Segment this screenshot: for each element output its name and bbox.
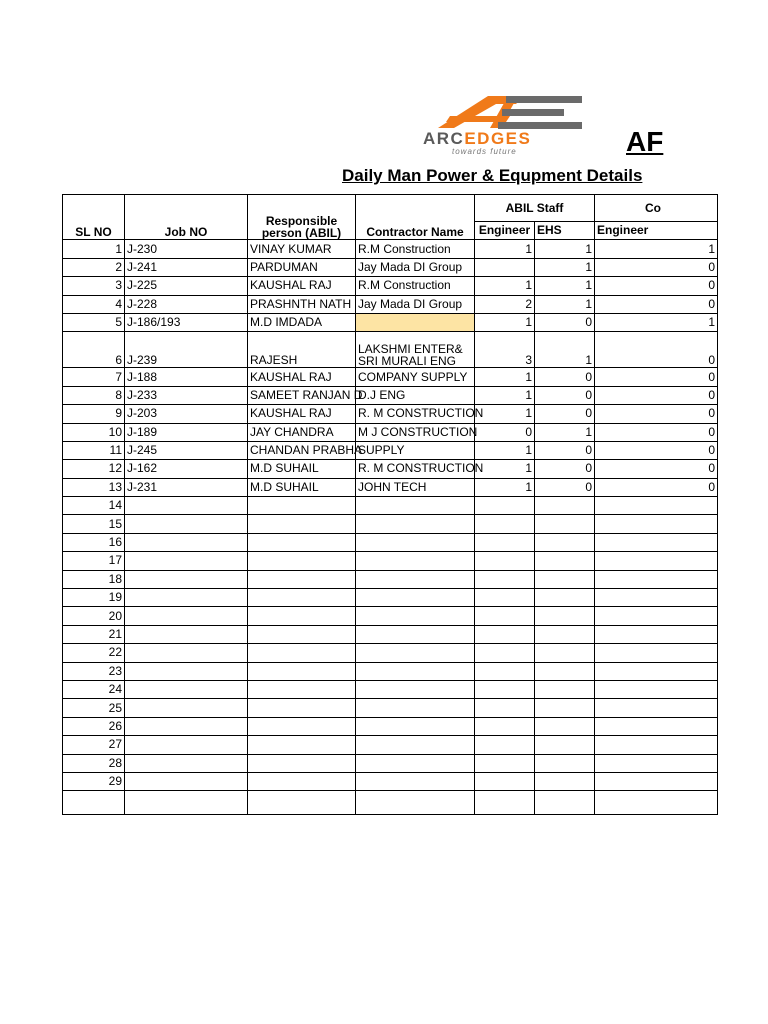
contractor-engineer-cell[interactable]: 0 (595, 386, 718, 404)
table-row (63, 386, 718, 404)
abil-ehs-cell[interactable]: 0 (535, 441, 595, 459)
contractor-name-cell[interactable]: LAKSHMI ENTER& SRI MURALI ENG (356, 332, 475, 368)
table-row (63, 332, 718, 368)
empty-cell[interactable] (125, 644, 248, 662)
abil-engineer-cell[interactable]: 1 (475, 405, 535, 423)
contractor-name-cell[interactable]: COMPANY SUPPLY (356, 368, 475, 386)
empty-cell[interactable] (248, 625, 356, 643)
job-no-cell[interactable]: J-189 (125, 423, 248, 441)
sl-no-cell[interactable]: 29 (63, 772, 125, 790)
manpower-table (62, 194, 718, 815)
empty-cell[interactable] (535, 791, 595, 815)
sl-no-cell[interactable]: 23 (63, 662, 125, 680)
table-row-empty (63, 699, 718, 717)
manpower-table-container (62, 194, 715, 847)
empty-cell[interactable] (248, 607, 356, 625)
contractor-engineer-cell[interactable]: 0 (595, 423, 718, 441)
empty-cell[interactable] (125, 552, 248, 570)
empty-cell[interactable] (475, 570, 535, 588)
table-row-empty (63, 772, 718, 790)
empty-cell[interactable] (356, 754, 475, 772)
sl-no-cell[interactable]: 6 (63, 332, 125, 368)
sl-no-cell[interactable]: 3 (63, 277, 125, 295)
abil-ehs-cell[interactable]: 0 (535, 368, 595, 386)
responsible-person-cell[interactable]: VINAY KUMAR (248, 240, 356, 258)
empty-cell[interactable] (248, 552, 356, 570)
contractor-name-cell[interactable]: M J CONSTRUCTION (356, 423, 475, 441)
contractor-name-cell[interactable]: R. M CONSTRUCTION (356, 405, 475, 423)
empty-cell[interactable] (535, 662, 595, 680)
empty-cell[interactable] (475, 736, 535, 754)
table-row-empty (63, 680, 718, 698)
empty-cell[interactable] (535, 570, 595, 588)
table-row-empty (63, 662, 718, 680)
sl-no-cell[interactable]: 27 (63, 736, 125, 754)
sl-no-cell[interactable]: 10 (63, 423, 125, 441)
empty-cell[interactable] (125, 699, 248, 717)
abil-ehs-cell[interactable]: 1 (535, 277, 595, 295)
empty-cell[interactable] (248, 754, 356, 772)
logo-wordmark: ARCEDGES (423, 129, 532, 148)
sl-no-cell[interactable]: 17 (63, 552, 125, 570)
empty-cell[interactable] (356, 607, 475, 625)
empty-cell[interactable] (475, 607, 535, 625)
empty-cell[interactable] (356, 589, 475, 607)
empty-cell[interactable] (535, 717, 595, 735)
report-title: Daily Man Power & Equpment Details (342, 166, 643, 185)
empty-cell[interactable] (595, 791, 718, 815)
empty-cell[interactable] (356, 497, 475, 515)
header-job-no: Job NO (125, 195, 248, 240)
empty-cell[interactable] (248, 533, 356, 551)
table-row (63, 295, 718, 313)
empty-cell[interactable] (595, 772, 718, 790)
table-row (63, 277, 718, 295)
table-row (63, 405, 718, 423)
contractor-engineer-cell[interactable]: 1 (595, 240, 718, 258)
abil-engineer-cell[interactable]: 3 (475, 332, 535, 368)
empty-cell[interactable] (595, 589, 718, 607)
empty-cell[interactable] (475, 497, 535, 515)
contractor-engineer-cell[interactable]: 0 (595, 441, 718, 459)
sl-no-cell[interactable]: 1 (63, 240, 125, 258)
empty-cell[interactable] (125, 791, 248, 815)
abil-ehs-cell[interactable]: 1 (535, 332, 595, 368)
empty-cell[interactable] (595, 515, 718, 533)
responsible-person-cell[interactable]: M.D SUHAIL (248, 460, 356, 478)
empty-cell[interactable] (125, 662, 248, 680)
empty-cell[interactable] (356, 644, 475, 662)
job-no-cell[interactable]: J-188 (125, 368, 248, 386)
table-row-empty (63, 791, 718, 815)
empty-cell[interactable] (595, 533, 718, 551)
empty-cell[interactable] (535, 754, 595, 772)
empty-cell[interactable] (595, 717, 718, 735)
company-logo (420, 92, 590, 162)
empty-cell[interactable] (125, 589, 248, 607)
header-contractor-name: Contractor Name (356, 195, 475, 240)
empty-cell[interactable] (595, 680, 718, 698)
job-no-cell[interactable]: J-228 (125, 295, 248, 313)
empty-cell[interactable] (125, 570, 248, 588)
sl-no-cell[interactable]: 26 (63, 717, 125, 735)
empty-cell[interactable] (125, 497, 248, 515)
sl-no-cell[interactable]: 11 (63, 441, 125, 459)
empty-cell[interactable] (356, 736, 475, 754)
abil-engineer-cell[interactable]: 1 (475, 368, 535, 386)
empty-cell[interactable] (535, 644, 595, 662)
logo-mark-icon (420, 92, 590, 134)
table-row-empty (63, 570, 718, 588)
empty-cell[interactable] (535, 589, 595, 607)
empty-cell[interactable] (475, 644, 535, 662)
empty-cell[interactable] (595, 570, 718, 588)
job-no-cell[interactable]: J-186/193 (125, 313, 248, 331)
empty-cell[interactable] (595, 699, 718, 717)
empty-cell[interactable] (356, 699, 475, 717)
job-no-cell[interactable]: J-239 (125, 332, 248, 368)
contractor-engineer-cell[interactable]: 0 (595, 332, 718, 368)
header-sl-no: SL NO (63, 195, 125, 240)
table-row-empty (63, 625, 718, 643)
responsible-person-cell[interactable]: PARDUMAN (248, 258, 356, 276)
sl-no-cell[interactable]: 7 (63, 368, 125, 386)
table-row-empty (63, 515, 718, 533)
header-abil-staff: ABIL Staff (475, 195, 595, 222)
abil-ehs-cell[interactable]: 1 (535, 423, 595, 441)
job-no-cell[interactable]: J-225 (125, 277, 248, 295)
contractor-name-cell[interactable]: D.J ENG (356, 386, 475, 404)
header-contractor-engineer: Engineer (595, 222, 718, 240)
empty-cell[interactable] (475, 589, 535, 607)
job-no-cell[interactable]: J-203 (125, 405, 248, 423)
empty-cell[interactable] (248, 644, 356, 662)
table-row (63, 478, 718, 496)
empty-cell[interactable] (248, 515, 356, 533)
empty-cell[interactable] (475, 625, 535, 643)
responsible-person-cell[interactable]: KAUSHAL RAJ (248, 368, 356, 386)
abil-ehs-cell[interactable]: 1 (535, 295, 595, 313)
empty-cell[interactable] (475, 662, 535, 680)
header-contractor-staff: Co (595, 195, 718, 222)
table-row-empty (63, 533, 718, 551)
sl-no-cell[interactable]: 8 (63, 386, 125, 404)
empty-cell[interactable] (595, 607, 718, 625)
empty-cell[interactable] (595, 736, 718, 754)
empty-cell[interactable] (356, 717, 475, 735)
empty-cell[interactable] (248, 680, 356, 698)
empty-cell[interactable] (248, 570, 356, 588)
contractor-name-cell[interactable]: Jay Mada DI Group (356, 295, 475, 313)
responsible-person-cell[interactable]: CHANDAN PRABHA (248, 441, 356, 459)
empty-cell[interactable] (248, 662, 356, 680)
abil-engineer-cell[interactable]: 2 (475, 295, 535, 313)
abil-ehs-cell[interactable]: 0 (535, 386, 595, 404)
sl-no-cell[interactable]: 28 (63, 754, 125, 772)
sl-no-cell[interactable]: 24 (63, 680, 125, 698)
contractor-engineer-cell[interactable]: 0 (595, 277, 718, 295)
empty-cell[interactable] (125, 736, 248, 754)
sl-no-cell[interactable]: 18 (63, 570, 125, 588)
abil-ehs-cell[interactable]: 0 (535, 313, 595, 331)
empty-cell[interactable] (535, 625, 595, 643)
abil-engineer-cell[interactable]: 1 (475, 478, 535, 496)
empty-cell[interactable] (475, 533, 535, 551)
sl-no-cell[interactable]: 16 (63, 533, 125, 551)
empty-cell[interactable] (125, 772, 248, 790)
contractor-name-cell[interactable]: R.M Construction (356, 277, 475, 295)
empty-cell[interactable] (356, 552, 475, 570)
empty-cell[interactable] (248, 736, 356, 754)
table-row-empty (63, 607, 718, 625)
empty-cell[interactable] (248, 589, 356, 607)
sl-no-cell[interactable]: 5 (63, 313, 125, 331)
responsible-person-cell[interactable]: SAMEET RANJAN D (248, 386, 356, 404)
empty-cell[interactable] (475, 754, 535, 772)
empty-cell[interactable] (356, 625, 475, 643)
contractor-name-cell[interactable]: JOHN TECH (356, 478, 475, 496)
contractor-name-cell[interactable]: R. M CONSTRUCTION (356, 460, 475, 478)
contractor-name-cell[interactable]: R.M Construction (356, 240, 475, 258)
header-responsible-person: Responsible person (ABIL) (248, 195, 356, 240)
table-row-empty (63, 754, 718, 772)
sl-no-cell[interactable]: 20 (63, 607, 125, 625)
empty-cell[interactable] (356, 570, 475, 588)
abil-ehs-cell[interactable]: 0 (535, 460, 595, 478)
empty-cell[interactable] (125, 533, 248, 551)
empty-cell[interactable] (535, 533, 595, 551)
table-row-empty (63, 736, 718, 754)
table-row (63, 313, 718, 331)
empty-cell[interactable] (475, 680, 535, 698)
contractor-engineer-cell[interactable]: 0 (595, 258, 718, 276)
contractor-engineer-cell[interactable]: 1 (595, 313, 718, 331)
empty-cell[interactable] (356, 791, 475, 815)
empty-cell[interactable] (248, 772, 356, 790)
empty-cell[interactable] (595, 754, 718, 772)
empty-cell[interactable] (535, 552, 595, 570)
empty-cell[interactable] (248, 717, 356, 735)
abil-engineer-cell[interactable] (475, 258, 535, 276)
abil-ehs-cell[interactable]: 1 (535, 258, 595, 276)
empty-cell[interactable] (248, 497, 356, 515)
abil-engineer-cell[interactable]: 1 (475, 313, 535, 331)
abil-engineer-cell[interactable]: 1 (475, 441, 535, 459)
job-no-cell[interactable]: J-245 (125, 441, 248, 459)
empty-cell[interactable] (125, 625, 248, 643)
table-row-empty (63, 644, 718, 662)
responsible-person-cell[interactable]: RAJESH (248, 332, 356, 368)
empty-cell[interactable] (595, 552, 718, 570)
abil-ehs-cell[interactable]: 0 (535, 478, 595, 496)
empty-cell[interactable] (475, 515, 535, 533)
empty-cell[interactable] (535, 515, 595, 533)
header-engineer: Engineer (475, 222, 535, 240)
empty-cell[interactable] (475, 791, 535, 815)
empty-cell[interactable] (248, 791, 356, 815)
sl-no-cell[interactable] (63, 791, 125, 815)
empty-cell[interactable] (595, 662, 718, 680)
responsible-person-cell[interactable]: KAUSHAL RAJ (248, 405, 356, 423)
sl-no-cell[interactable]: 9 (63, 405, 125, 423)
sl-no-cell[interactable]: 25 (63, 699, 125, 717)
empty-cell[interactable] (475, 772, 535, 790)
sl-no-cell[interactable]: 2 (63, 258, 125, 276)
empty-cell[interactable] (356, 515, 475, 533)
table-row-empty (63, 497, 718, 515)
empty-cell[interactable] (535, 736, 595, 754)
sl-no-cell[interactable]: 15 (63, 515, 125, 533)
table-row (63, 441, 718, 459)
empty-cell[interactable] (125, 607, 248, 625)
sl-no-cell[interactable]: 14 (63, 497, 125, 515)
empty-cell[interactable] (535, 699, 595, 717)
empty-cell[interactable] (356, 772, 475, 790)
empty-cell[interactable] (125, 515, 248, 533)
job-no-cell[interactable]: J-241 (125, 258, 248, 276)
contractor-engineer-cell[interactable]: 0 (595, 478, 718, 496)
contractor-name-cell[interactable]: SUPPLY (356, 441, 475, 459)
sl-no-cell[interactable]: 19 (63, 589, 125, 607)
job-no-cell[interactable]: J-230 (125, 240, 248, 258)
logo-tagline: towards future (452, 147, 517, 156)
empty-cell[interactable] (356, 662, 475, 680)
table-row (63, 240, 718, 258)
contractor-name-cell[interactable]: Jay Mada DI Group (356, 258, 475, 276)
sl-no-cell[interactable]: 21 (63, 625, 125, 643)
empty-cell[interactable] (125, 717, 248, 735)
responsible-person-cell[interactable]: PRASHNTH NATH (248, 295, 356, 313)
contractor-engineer-cell[interactable]: 0 (595, 405, 718, 423)
table-row (63, 368, 718, 386)
table-row-empty (63, 717, 718, 735)
empty-cell[interactable] (595, 497, 718, 515)
responsible-person-cell[interactable]: M.D SUHAIL (248, 478, 356, 496)
abil-engineer-cell[interactable]: 1 (475, 240, 535, 258)
contractor-name-cell[interactable] (356, 313, 475, 331)
empty-cell[interactable] (475, 717, 535, 735)
table-row-empty (63, 552, 718, 570)
contractor-engineer-cell[interactable]: 0 (595, 295, 718, 313)
empty-cell[interactable] (125, 754, 248, 772)
empty-cell[interactable] (595, 625, 718, 643)
responsible-person-cell[interactable]: KAUSHAL RAJ (248, 277, 356, 295)
empty-cell[interactable] (248, 699, 356, 717)
responsible-person-cell[interactable]: JAY CHANDRA (248, 423, 356, 441)
table-row-empty (63, 589, 718, 607)
job-no-cell[interactable]: J-233 (125, 386, 248, 404)
abil-engineer-cell[interactable]: 1 (475, 277, 535, 295)
sl-no-cell[interactable]: 4 (63, 295, 125, 313)
table-row (63, 460, 718, 478)
company-name: AF (626, 126, 664, 157)
empty-cell[interactable] (475, 552, 535, 570)
empty-cell[interactable] (125, 680, 248, 698)
table-row (63, 423, 718, 441)
abil-ehs-cell[interactable]: 1 (535, 240, 595, 258)
empty-cell[interactable] (595, 644, 718, 662)
abil-engineer-cell[interactable]: 1 (475, 386, 535, 404)
empty-cell[interactable] (535, 607, 595, 625)
sl-no-cell[interactable]: 13 (63, 478, 125, 496)
empty-cell[interactable] (535, 497, 595, 515)
contractor-engineer-cell[interactable]: 0 (595, 460, 718, 478)
job-no-cell[interactable]: J-231 (125, 478, 248, 496)
table-row (63, 258, 718, 276)
sl-no-cell[interactable]: 12 (63, 460, 125, 478)
responsible-person-cell[interactable]: M.D IMDADA (248, 313, 356, 331)
empty-cell[interactable] (535, 680, 595, 698)
contractor-engineer-cell[interactable]: 0 (595, 368, 718, 386)
sl-no-cell[interactable]: 22 (63, 644, 125, 662)
header-ehs: EHS (535, 222, 595, 240)
empty-cell[interactable] (535, 772, 595, 790)
empty-cell[interactable] (356, 533, 475, 551)
abil-ehs-cell[interactable]: 0 (535, 405, 595, 423)
empty-cell[interactable] (475, 699, 535, 717)
empty-cell[interactable] (356, 680, 475, 698)
abil-engineer-cell[interactable]: 0 (475, 423, 535, 441)
job-no-cell[interactable]: J-162 (125, 460, 248, 478)
abil-engineer-cell[interactable]: 1 (475, 460, 535, 478)
